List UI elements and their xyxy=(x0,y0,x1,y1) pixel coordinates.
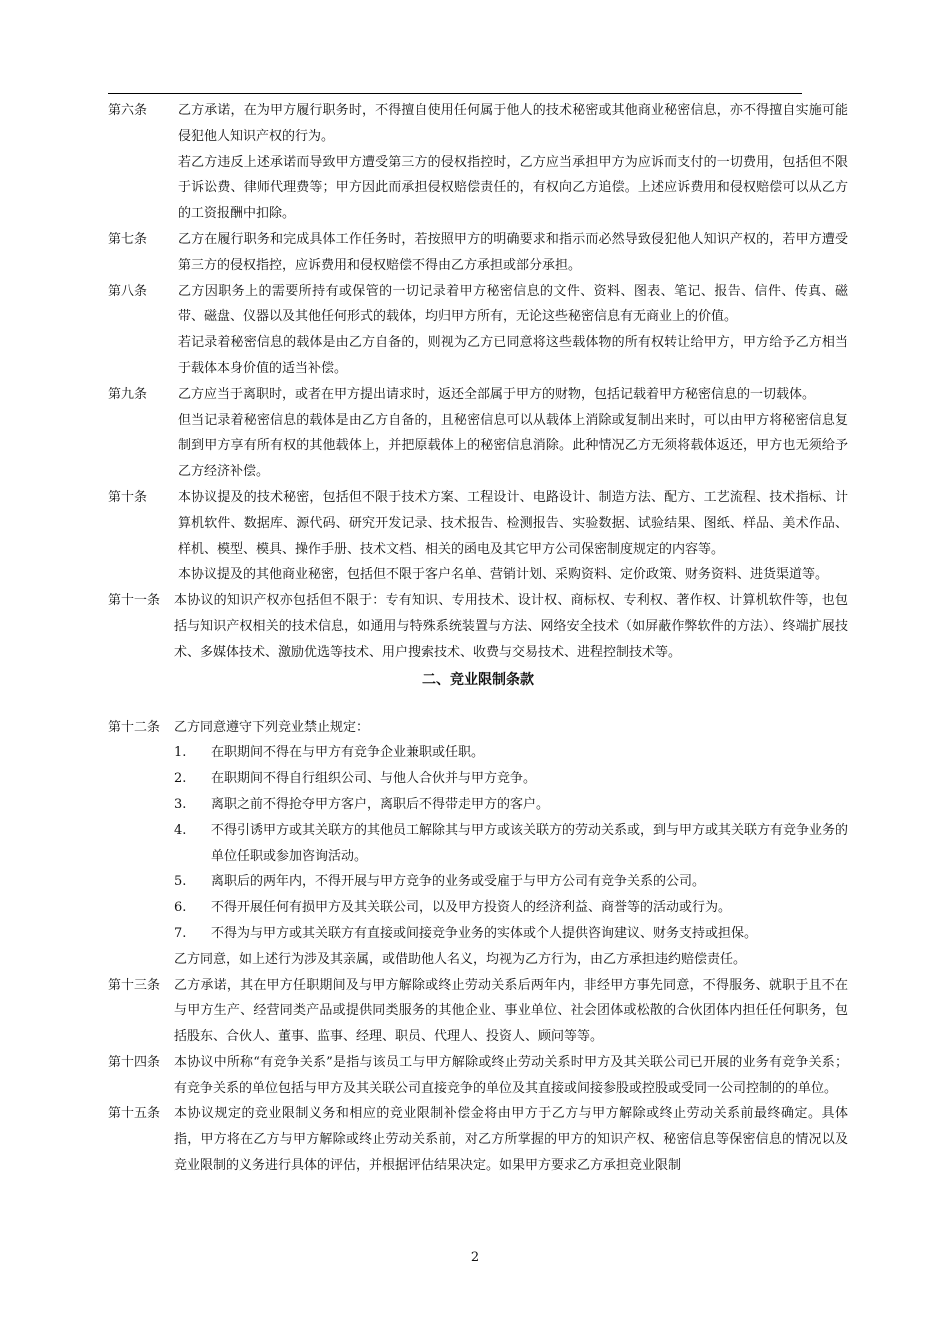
list-item xyxy=(174,895,848,921)
list-item xyxy=(174,766,848,792)
article-paragraph: 但当记录着秘密信息的载体是由乙方自备的，且秘密信息可以从载体上消除或复制出来时，可以由甲方将秘密信息复制到甲方享有所有权的其他载体上，并把原载体上的秘密信息消除。此种情况乙方无须将载体返还，甲方也无须给予乙方经济补偿。 xyxy=(178,412,848,480)
article-paragraph: 本协议提及的其他商业秘密，包括但不限于客户名单、营销计划、采购资料、定价政策、财务资料、进货渠道等。 xyxy=(178,567,829,583)
header-rule xyxy=(108,93,802,94)
article xyxy=(108,973,848,1050)
list-item-number: 1. xyxy=(174,745,187,761)
list-item-text: 不得开展任何有损甲方及其关联公司，以及甲方投资人的经济利益、商誉等的活动或行为。 xyxy=(211,900,732,916)
article xyxy=(108,1050,848,1102)
list-item xyxy=(174,792,848,818)
article-paragraph: 本协议的知识产权亦包括但不限于：专有知识、专用技术、设计权、商标权、专利权、著作权、计算机软件等，也包括与知识产权相关的技术信息，如通用与特殊系统装置与方法、网络安全技术（如屏蔽作弊软件的方法）、终端扩展技术、多媒体技术、激励优选等技术、用户搜索技术、收费与交易技术、进程控制技术等。 xyxy=(174,593,848,660)
article-paragraph: 本协议中所称“有竞争关系”是指与该员工与甲方解除或终止劳动关系时甲方及其关联公司已开展的业务有竞争关系；有竞争关系的单位包括与甲方及其关联公司直接竞争的单位及其直接或间接参股或控股或受同一公司控制的的单位。 xyxy=(174,1054,848,1096)
list-item-text: 离职之前不得抢夺甲方客户，离职后不得带走甲方的客户。 xyxy=(211,796,550,812)
list-item-text: 离职后的两年内，不得开展与甲方竞争的业务或受雇于与甲方公司有竞争关系的公司。 xyxy=(211,874,706,890)
articles-noncompete xyxy=(108,973,848,1179)
article-paragraph: 乙方承诺，其在甲方任职期间及与甲方解除或终止劳动关系后两年内，非经甲方事先同意，不得服务、就职于且不在与甲方生产、经营同类产品或提供同类服务的其他企业、事业单位、社会团体或松散的合伙团体内担任任何职务，包括股东、合伙人、董事、监事、经理、职员、代理人、投资人、顾问等等。 xyxy=(174,977,848,1045)
article xyxy=(108,279,848,382)
list-item xyxy=(174,740,848,766)
list-item-number: 4. xyxy=(174,822,187,838)
article-label: 第六条 xyxy=(108,103,148,118)
list-item-text: 不得引诱甲方或其关联方的其他员工解除其与甲方或该关联方的劳动关系或，到与甲方或其关联方有竞争业务的单位任职或参加咨询活动。 xyxy=(211,822,849,864)
section-title: 二、竞业限制条款 xyxy=(422,671,534,688)
article xyxy=(108,1101,848,1178)
articles-confidentiality xyxy=(108,98,848,666)
list-item-number: 2. xyxy=(174,771,187,787)
article xyxy=(108,227,848,279)
article-paragraph: 乙方因职务上的需要所持有或保管的一切记录着甲方秘密信息的文件、资料、图表、笔记、报告、信件、传真、磁带、磁盘、仪器以及其他任何形式的载体，均归甲方所有，无论这些秘密信息有无商业上的价值。 xyxy=(178,283,848,325)
noncompete-list xyxy=(174,740,848,946)
article xyxy=(108,588,848,665)
article xyxy=(108,382,848,485)
list-item xyxy=(174,818,848,870)
article-paragraph: 若记录着秘密信息的载体是由乙方自备的，则视为乙方已同意将这些载体物的所有权转让给甲方，甲方给予乙方相当于载体本身价值的适当补偿。 xyxy=(178,335,848,376)
list-item-number: 5. xyxy=(174,874,187,890)
article-paragraph: 乙方在履行职务和完成具体工作任务时，若按照甲方的明确要求和指示而必然导致侵犯他人知识产权的，若甲方遭受第三方的侵权指控，应诉费用和侵权赔偿不得由乙方承担或部分承担。 xyxy=(178,231,848,273)
list-item-number: 3. xyxy=(174,796,187,812)
list-item-text: 在职期间不得自行组织公司、与他人合伙并与甲方竞争。 xyxy=(211,771,537,787)
list-item xyxy=(174,921,848,947)
article-paragraph: 本协议规定的竞业限制义务和相应的竞业限制补偿金将由甲方于乙方与甲方解除或终止劳动关系前最终确定。具体指，甲方将在乙方与甲方解除或终止劳动关系前，对乙方所掌握的甲方的知识产权、秘密信息等保密信息的情况以及竞业限制的义务进行具体的评估，并根据评估结果决定。如果甲方要求乙方承担竞业限制 xyxy=(174,1106,848,1174)
article xyxy=(108,485,848,588)
article-label: 第九条 xyxy=(108,386,148,402)
article-paragraph: 乙方承诺，在为甲方履行职务时，不得擅自使用任何属于他人的技术秘密或其他商业秘密信息，亦不得擅自实施可能侵犯他人知识产权的行为。 xyxy=(178,103,848,144)
article-12-outro: 乙方同意，如上述行为涉及其亲属，或借助他人名义，均视为乙方行为，由乙方承担违约赔偿责任。 xyxy=(174,951,747,967)
article-label: 第十一条 xyxy=(108,593,161,609)
list-item-number: 7. xyxy=(174,925,187,941)
list-item xyxy=(174,869,848,895)
article-label: 第十条 xyxy=(108,489,148,505)
article-label: 第十五条 xyxy=(108,1106,161,1122)
article xyxy=(108,98,848,227)
article-12 xyxy=(108,715,848,973)
article-paragraph: 若乙方违反上述承诺而导致甲方遭受第三方的侵权指控时，乙方应当承担甲方为应诉而支付的一切费用，包括但不限于诉讼费、律师代理费等；甲方因此而承担侵权赔偿责任的，有权向乙方追偿。上述应诉费用和侵权赔偿可以从乙方的工资报酬中扣除。 xyxy=(178,154,848,222)
article-label: 第十四条 xyxy=(108,1054,161,1070)
article-label: 第十二条 xyxy=(108,719,161,735)
page-number: 2 xyxy=(470,1250,480,1265)
article-label: 第八条 xyxy=(108,283,148,299)
list-item-text: 在职期间不得在与甲方有竞争企业兼职或任职。 xyxy=(211,745,485,761)
list-item-text: 不得为与甲方或其关联方有直接或间接竞争业务的实体或个人提供咨询建议、财务支持或担保。 xyxy=(211,925,758,941)
article-12-intro: 乙方同意遵守下列竞业禁止规定： xyxy=(174,719,370,735)
article-label: 第十三条 xyxy=(108,977,161,993)
list-item-number: 6. xyxy=(174,900,187,916)
article-label: 第七条 xyxy=(108,231,148,247)
article-paragraph: 乙方应当于离职时，或者在甲方提出请求时，返还全部属于甲方的财物，包括记载着甲方秘密信息的一切载体。 xyxy=(178,386,816,402)
article-paragraph: 本协议提及的技术秘密，包括但不限于技术方案、工程设计、电路设计、制造方法、配方、工艺流程、技术指标、计算机软件、数据库、源代码、研究开发记录、技术报告、检测报告、实验数据、试验结果、图纸、样品、美术作品、样机、模型、模具、操作手册、技术文档、相关的函电及其它甲方公司保密制度规定的内容等。 xyxy=(178,489,848,557)
document-body xyxy=(108,98,848,1179)
